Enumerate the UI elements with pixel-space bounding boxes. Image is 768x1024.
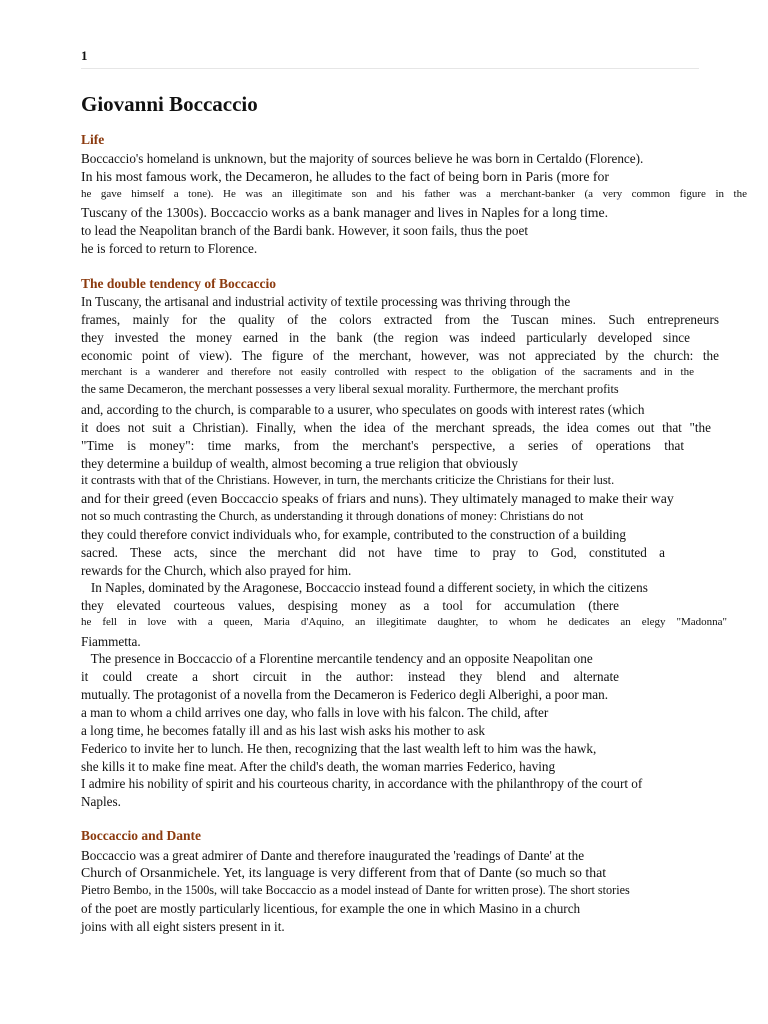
paragraph-line: Pietro Bembo, in the 1500s, will take Boccaccio as a model instead of Dante for written prose). The short stories	[81, 883, 630, 897]
header-divider	[81, 68, 699, 69]
paragraph-line: I admire his nobility of spirit and his courteous charity, in accordance with the philanthropy of the court of	[81, 776, 643, 791]
paragraph-line: he fell in love with a queen, Maria d'Aquino, an illegitimate daughter, to whom he dedicates an elegy "Madonna"	[81, 616, 727, 628]
paragraph-line: Tuscany of the 1300s). Boccaccio works as a bank manager and lives in Naples for a long time.	[81, 205, 609, 220]
paragraph-line: "Time is money": time marks, from the merchant's perspective, a series of operations that	[81, 438, 684, 453]
section-heading-boccaccio-and-dante: Boccaccio and Dante	[81, 828, 201, 843]
paragraph-line: they invested the money earned in the bank (the region was indeed particularly developed since	[81, 330, 690, 345]
paragraph-line: Federico to invite her to lunch. He then, recognizing that the last wealth left to him was the hawk,	[81, 741, 597, 756]
paragraph-line: merchant is a wanderer and therefore not easily controlled with respect to the obligation of the sacraments and in the	[81, 366, 694, 378]
paragraph-line: and for their greed (even Boccaccio speaks of friars and nuns). They ultimately managed to make their way	[81, 491, 674, 506]
paragraph-line: he is forced to return to Florence.	[81, 241, 258, 256]
paragraph-line: not so much contrasting the Church, as understanding it through donations of money: Christians do not	[81, 509, 584, 523]
paragraph-line: a man to whom a child arrives one day, who falls in love with his falcon. The child, after	[81, 705, 549, 720]
paragraph-line: joins with all eight sisters present in it.	[81, 919, 285, 934]
section-heading-double-tendency: The double tendency of Boccaccio	[81, 276, 276, 291]
section-heading-life: Life	[81, 132, 105, 147]
paragraph-line: Boccaccio was a great admirer of Dante and therefore inaugurated the 'readings of Dante' at the	[81, 848, 585, 863]
paragraph-line: it contrasts with that of the Christians. However, in turn, the merchants criticize the Christians for their lust.	[81, 473, 615, 487]
paragraph-line: rewards for the Church, which also prayed for him.	[81, 563, 352, 578]
paragraph-line: of the poet are mostly particularly licentious, for example the one in which Masino in a church	[81, 901, 581, 916]
page-title: Giovanni Boccaccio	[81, 92, 258, 116]
paragraph-line: In his most famous work, the Decameron, he alludes to the fact of being born in Paris (more for	[81, 169, 609, 184]
paragraph-line: sacred. These acts, since the merchant did not have time to pray to God, constituted a	[81, 545, 665, 560]
paragraph-line: Fiammetta.	[81, 634, 141, 649]
paragraph-line: to lead the Neapolitan branch of the Bardi bank. However, it soon fails, thus the poet	[81, 223, 528, 238]
paragraph-line: In Tuscany, the artisanal and industrial activity of textile processing was thriving through the	[81, 294, 571, 309]
paragraph-line: economic point of view). The figure of the merchant, however, was not appreciated by the church: the	[81, 348, 719, 363]
paragraph-line: the same Decameron, the merchant possesses a very liberal sexual morality. Furthermore, the merchant profits	[81, 382, 619, 396]
paragraph-line: it could create a short circuit in the author: instead they blend and alternate	[81, 669, 619, 684]
paragraph-line: frames, mainly for the quality of the colors extracted from the Tuscan mines. Such entrepreneurs	[81, 312, 719, 327]
paragraph-line: a long time, he becomes fatally ill and as his last wish asks his mother to ask	[81, 723, 485, 738]
paragraph-line: Church of Orsanmichele. Yet, its language is very different from that of Dante (so much so that	[81, 865, 607, 880]
paragraph-line: The presence in Boccaccio of a Florentine mercantile tendency and an opposite Neapolitan one	[81, 651, 593, 666]
paragraph-line: Boccaccio's homeland is unknown, but the majority of sources believe he was born in Certaldo (Florence).	[81, 151, 644, 166]
paragraph-line: they could therefore convict individuals who, for example, contributed to the construction of a building	[81, 527, 626, 542]
paragraph-line: In Naples, dominated by the Aragonese, Boccaccio instead found a different society, in which the citizens	[81, 580, 648, 595]
page-number: 1	[81, 48, 88, 63]
paragraph-line: he gave himself a tone). He was an illegitimate son and his father was a merchant-banker (a very common figure in the	[81, 188, 747, 200]
paragraph-line: and, according to the church, is comparable to a usurer, who speculates on goods with interest rates (which	[81, 402, 645, 417]
paragraph-line: mutually. The protagonist of a novella from the Decameron is Federico degli Alberighi, a poor man.	[81, 687, 608, 702]
paragraph-line: Naples.	[81, 794, 121, 809]
paragraph-line: it does not suit a Christian). Finally, when the idea of the merchant spreads, the idea comes out that "the	[81, 420, 711, 435]
paragraph-line: they determine a buildup of wealth, almost becoming a true religion that obviously	[81, 456, 518, 471]
paragraph-line: she kills it to make fine meat. After the child's death, the woman marries Federico, having	[81, 759, 556, 774]
paragraph-line: they elevated courteous values, despising money as a tool for accumulation (there	[81, 598, 619, 613]
